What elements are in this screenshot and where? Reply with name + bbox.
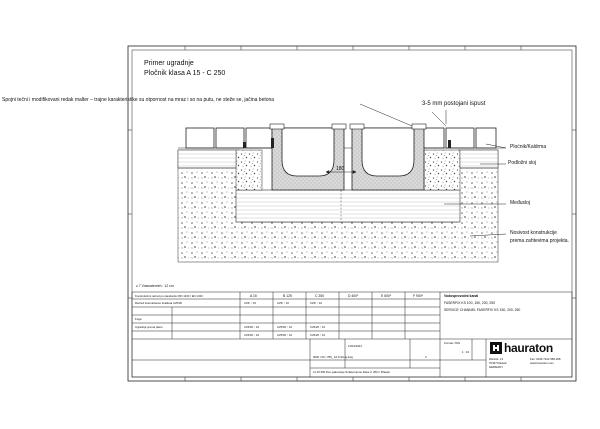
company-line-1: 76437 Rastatt [489, 361, 507, 365]
class-b125: B 125 [283, 294, 292, 298]
cell-r3-c2: C25/30 ↑ 10 [310, 333, 326, 337]
company-line-0: Werkstr. 13 [489, 357, 504, 361]
label-bearing-1: Nosivost konstrukcije [510, 230, 557, 236]
scale-value: 1 : 10 [462, 350, 469, 354]
cell-r0-c0: C25/ ↑ 10 [244, 301, 256, 305]
hauraton-logo-text: hauraton [504, 341, 553, 355]
cell-r3-c0: C25/30 ↑ 10 [244, 333, 260, 337]
gap-note: 3-5 mm postojani ispust [422, 101, 486, 107]
cell-r2-c0: C25/30 ↑ 10 [244, 325, 260, 329]
row-label-0: Razred betona/beton kvaliteta C25/30 [135, 301, 182, 305]
company-web: www.hauraton.com [530, 361, 554, 365]
product-title: Vodosprovodni kanal [444, 294, 479, 298]
cell-r2-c2: C25/30 ↑ 10 [310, 325, 326, 329]
drawing-number: 0000 / 00 / 789_ 16.0.SA-kj dwg [313, 355, 353, 359]
joint-note: Spojni tečni i modifikovani redak malter – trajne karakteristike su otpornost na mraz i so na putu, ne steže se, jačina betona [2, 97, 275, 103]
label-paving: Ploćnik/Kaldrma [510, 144, 547, 150]
dimension-label: 180 [336, 166, 345, 172]
label-bearing-2: prema zahtevima projekta. [510, 238, 569, 244]
class-f900: F 900* [413, 294, 423, 298]
company-fax: Fax: 0049 7222 958-208 [530, 357, 561, 361]
drainage-channel-2 [350, 124, 426, 190]
paving-left [186, 128, 272, 148]
class-e600: E 600* [381, 294, 392, 298]
row-label-2: Fuga [135, 317, 142, 321]
base-layer-left [178, 150, 236, 168]
hauraton-logo-mark [490, 342, 502, 354]
sheet-number: 3 [425, 355, 427, 359]
intermediate-layer [236, 190, 460, 222]
cell-r0-c1: C25/ ↑ 10 [277, 301, 289, 305]
class-d400: D 400* [348, 294, 359, 298]
cell-r0-c2: C25/ ↑ 10 [310, 301, 322, 305]
class-c250: C 250 [315, 294, 325, 298]
drainage-channel-1 [270, 124, 346, 190]
paving-right [418, 128, 496, 148]
drawing-title-line2: Pločnik klasa A 15 - C 250 [144, 70, 226, 77]
table-header-left: Konstruktivni razred po standardu DIN 1433 / EN 1433 [135, 294, 203, 298]
footer-title: 11.15.250 Dvo pakovanje Sufasernproo klase C 250 n Pilaster [313, 370, 391, 374]
row-label-3: Ugradnja prema planu [135, 325, 163, 329]
cell-r3-c1: C25/30 ↑ 10 [277, 333, 293, 337]
cell-r2-c1: C25/30 ↑ 10 [277, 325, 293, 329]
product-line2: SERVICE CHANNEL FASERFIX KS 150, 200, 250 [444, 308, 521, 312]
min-cover-note: ≥ 7 Vrasostemeh : 12 cm [136, 284, 174, 288]
scale-label: Format / DIN [444, 341, 461, 345]
label-intermediate-layer: Međusloj [510, 200, 531, 206]
label-base-layer: Podložni sloj [508, 160, 537, 166]
base-layer-right [460, 150, 498, 168]
drawing-date: 11/04/2024 [348, 344, 362, 348]
class-a15: A 15 [250, 294, 257, 298]
product-line1: FASERFIX KS 100, 150, 200, 250 [444, 301, 496, 305]
drawing-title-line1: Primer ugradnje [144, 60, 194, 67]
company-line-2: GERMANY [489, 365, 504, 369]
